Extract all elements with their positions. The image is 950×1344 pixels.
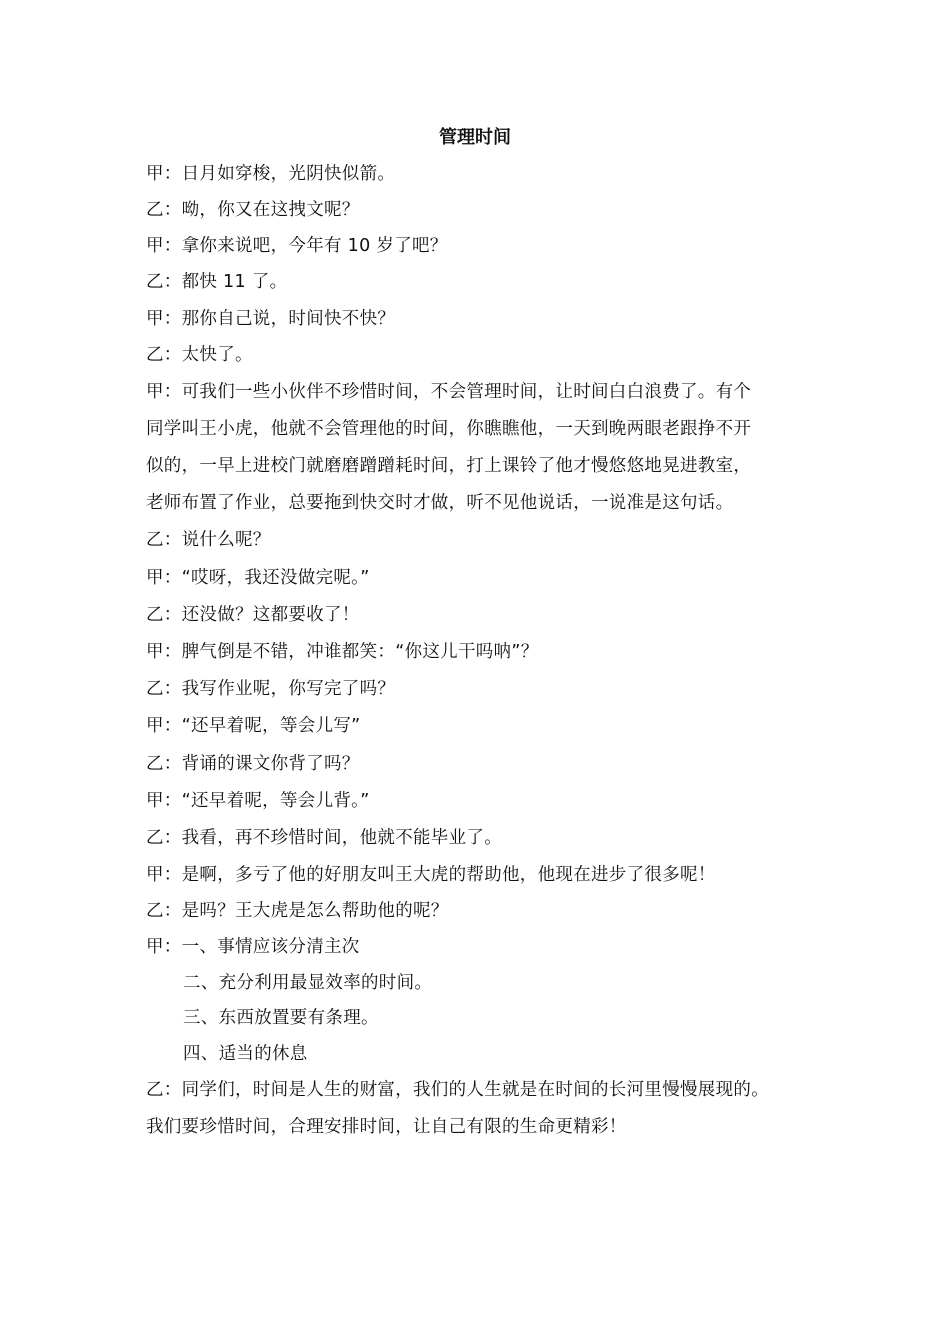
dialogue-line: 乙：我看，再不珍惜时间，他就不能毕业了。 <box>146 828 502 848</box>
dialogue-line: 甲：是啊，多亏了他的好朋友叫王大虎的帮助他，他现在进步了很多呢！ <box>146 865 716 885</box>
list-item: 三、东西放置要有条理。 <box>183 1008 379 1028</box>
list-item: 二、充分利用最显效率的时间。 <box>183 973 433 993</box>
dialogue-line: 甲：“还早着呢，等会儿背。” <box>146 791 370 811</box>
dialogue-line: 乙：还没做？这都要收了！ <box>146 605 360 625</box>
list-item: 四、适当的休息 <box>183 1044 308 1064</box>
dialogue-line: 乙：都快 11 了。 <box>146 272 288 292</box>
dialogue-line: 甲：“还早着呢，等会儿写” <box>146 716 361 736</box>
dialogue-line: 乙：背诵的课文你背了吗？ <box>146 754 360 774</box>
page-title: 管理时间 <box>439 127 511 148</box>
dialogue-line: 乙：太快了。 <box>146 345 253 365</box>
dialogue-line: 同学叫王小虎，他就不会管理他的时间，你瞧瞧他，一天到晚两眼老跟挣不开 <box>146 419 752 439</box>
dialogue-line: 乙：同学们，时间是人生的财富，我们的人生就是在时间的长河里慢慢展现的。 <box>146 1080 769 1100</box>
dialogue-line: 似的，一早上进校门就磨磨蹭蹭耗时间，打上课铃了他才慢悠悠地晃进教室， <box>146 456 752 476</box>
dialogue-line: 甲：拿你来说吧，今年有 10 岁了吧？ <box>146 236 448 256</box>
dialogue-line: 甲：那你自己说，时间快不快？ <box>146 309 396 329</box>
dialogue-line: 甲：“哎呀，我还没做完呢。” <box>146 568 370 588</box>
dialogue-line: 乙：说什么呢？ <box>146 530 271 550</box>
dialogue-line: 甲：可我们一些小伙伴不珍惜时间，不会管理时间，让时间白白浪费了。有个 <box>146 382 752 402</box>
dialogue-line: 甲：日月如穿梭，光阴快似箭。 <box>146 164 396 184</box>
dialogue-line: 甲：一、事情应该分清主次 <box>146 937 360 957</box>
dialogue-line: 老师布置了作业，总要拖到快交时才做，听不见他说话，一说准是这句话。 <box>146 493 734 513</box>
dialogue-line: 我们要珍惜时间，合理安排时间，让自己有限的生命更精彩！ <box>146 1117 627 1137</box>
dialogue-line: 乙：呦，你又在这拽文呢？ <box>146 200 360 220</box>
dialogue-line: 乙：我写作业呢，你写完了吗？ <box>146 679 396 699</box>
dialogue-line: 甲：脾气倒是不错，冲谁都笑：“你这儿干吗呐”？ <box>146 642 539 662</box>
dialogue-line: 乙：是吗？王大虎是怎么帮助他的呢？ <box>146 901 449 921</box>
